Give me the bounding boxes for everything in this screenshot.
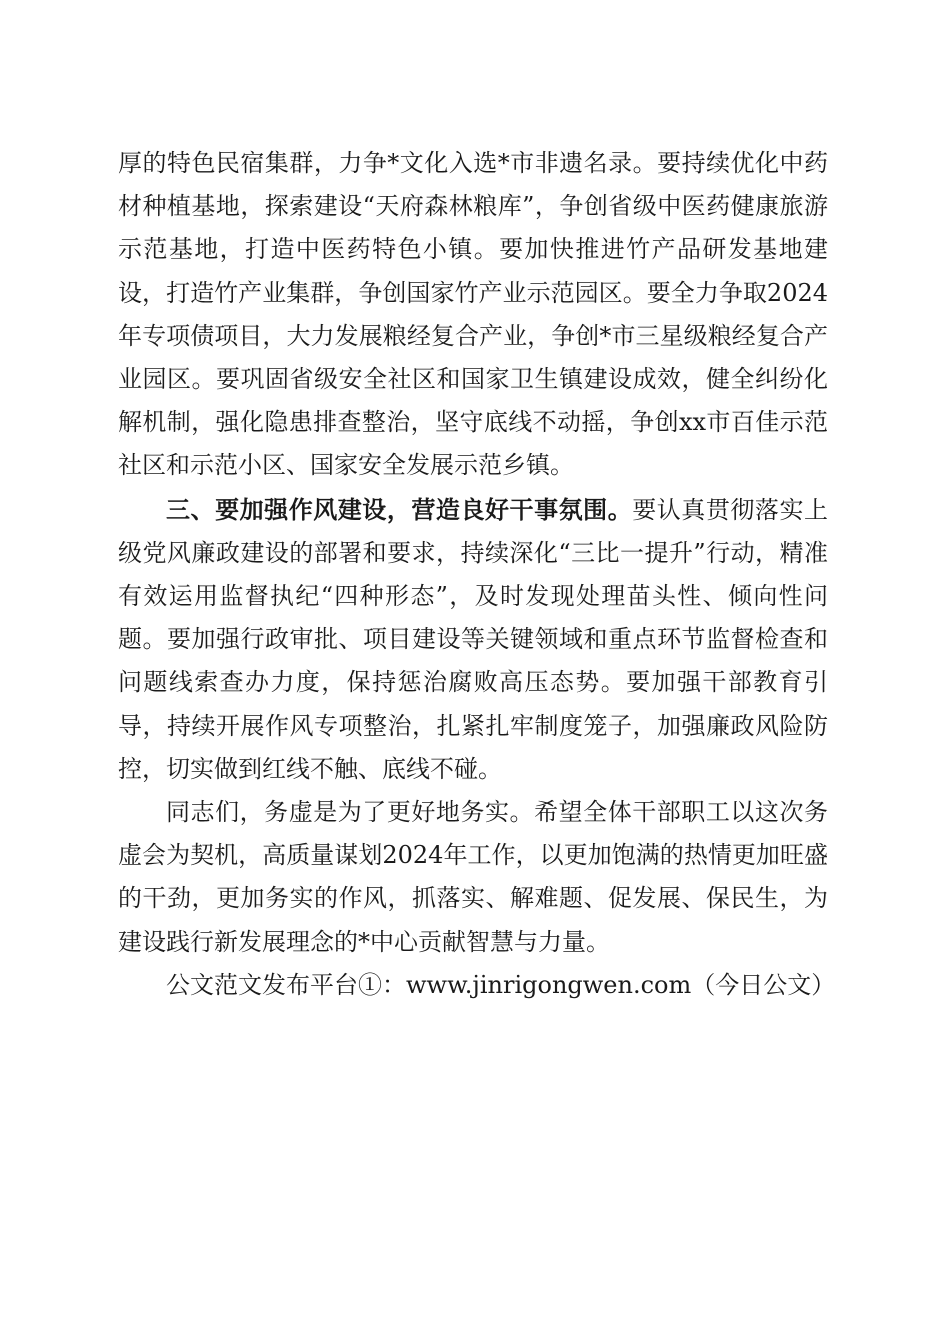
- paragraph-continuation: 厚的特色民宿集群，力争*文化入选*市非遗名录。要持续优化中药材种植基地，探索建设“天府森林粮库”，争创省级中医药健康旅游示范基地，打造中医药特色小镇。要加快推进竹产品研发基地建设，打造竹产业集群，争创国家竹产业示范园区。要全力争取2024年专项债项目，大力发展粮经复合产业，争创*市三星级粮经复合产业园区。要巩固省级安全社区和国家卫生镇建设成效，健全纠纷化解机制，强化隐患排查整治，坚守底线不动摇，争创xx市百佳示范社区和示范小区、国家安全发展示范乡镇。: [118, 149, 828, 480]
- document-body: [118, 142, 836, 1007]
- section-three-body: 要认真贯彻落实上级党风廉政建设的部署和要求，持续深化“三比一提升”行动，精准有效运用监督执纪“四种形态”，及时发现处理苗头性、倾向性问题。要加强行政审批、项目建设等关键领域和重点环节监督检查和问题线索查办力度，保持惩治腐败高压态势。要加强干部教育引导，持续开展作风专项整治，扎紧扎牢制度笼子，加强廉政风险防控，切实做到红线不触、底线不碰。: [118, 495, 829, 783]
- section-three-heading: 三、要加强作风建设，营造良好干事氛围。: [166, 494, 633, 524]
- section-three-paragraph: [118, 488, 828, 791]
- closing-paragraph: 同志们，务虚是为了更好地务实。希望全体干部职工以这次务虚会为契机，高质量谋划2024年工作，以更加饱满的热情更加旺盛的干劲，更加务实的作风，抓落实、解难题、促发展、保民生，为建设践行新发展理念的*中心贡献智慧与力量。: [118, 798, 828, 956]
- source-note: 公文范文发布平台①：www.jinrigongwen.com（今日公文）: [166, 970, 836, 999]
